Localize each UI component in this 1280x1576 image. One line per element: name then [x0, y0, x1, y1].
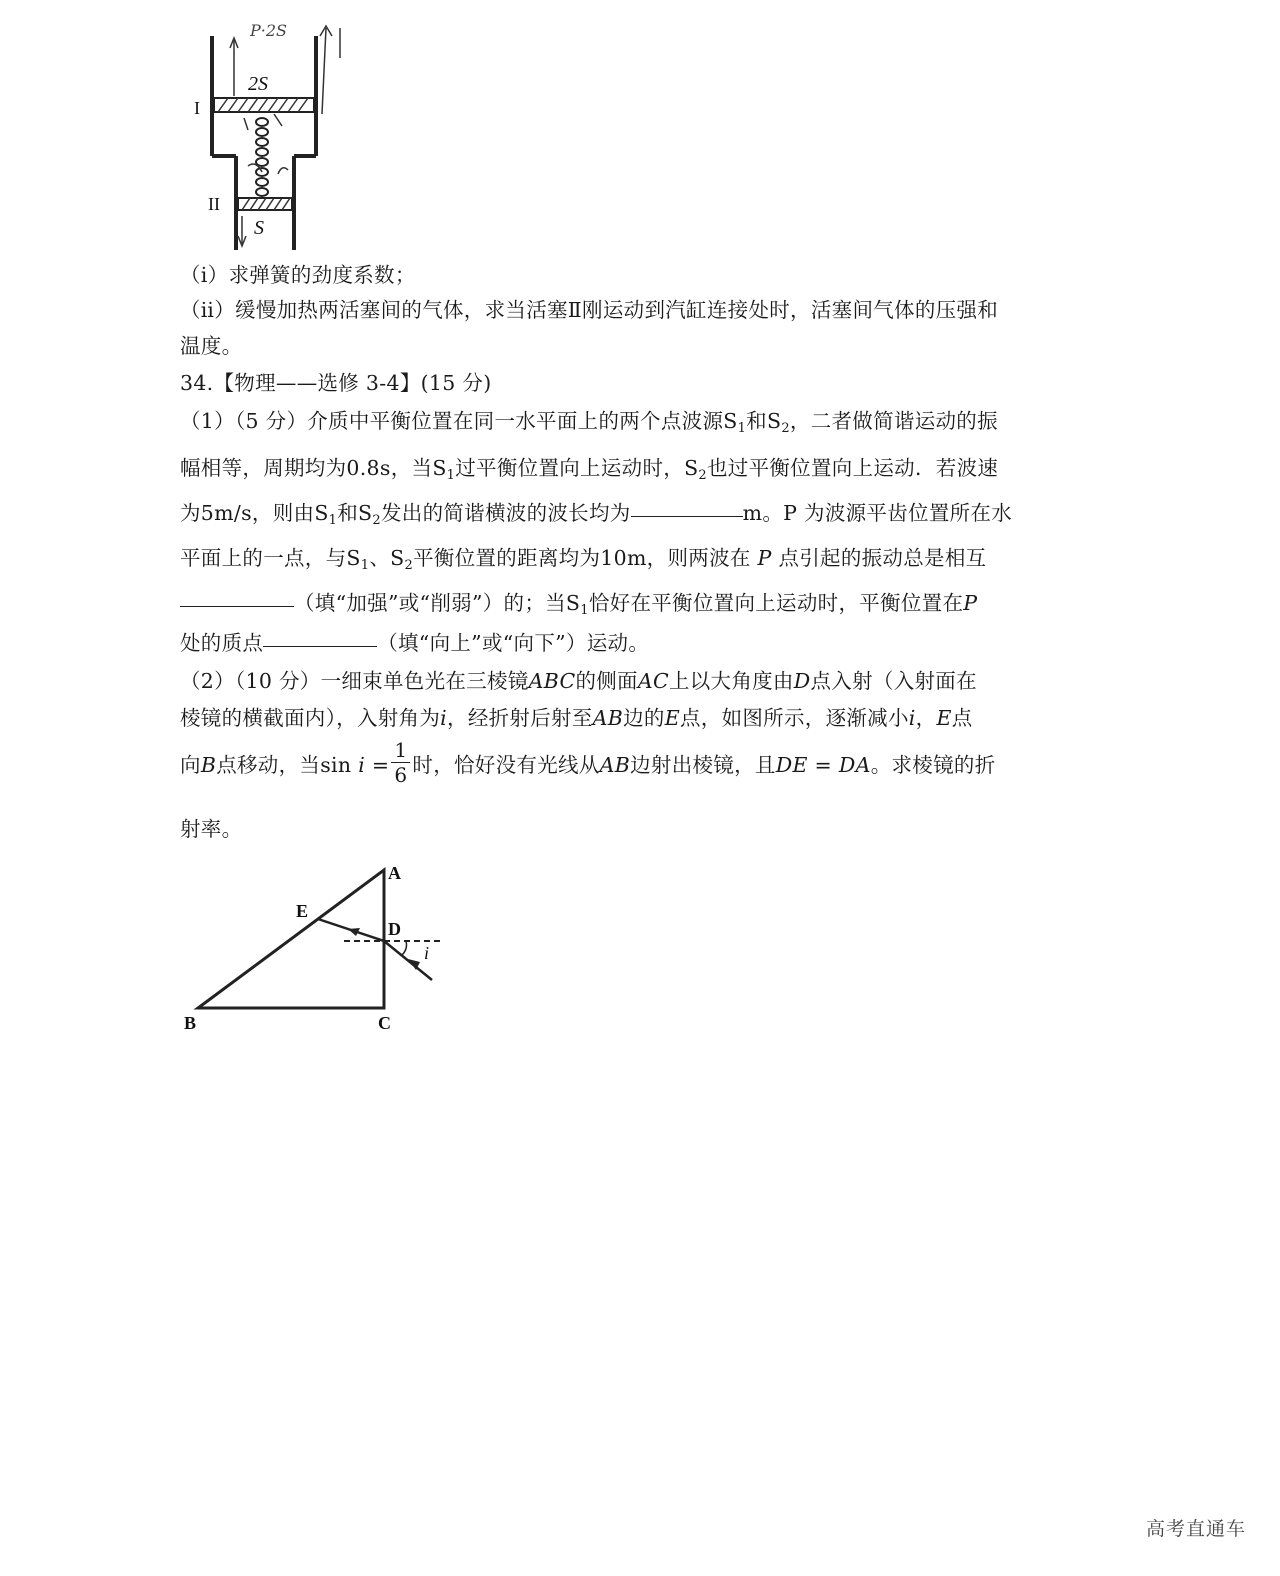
q34-p1-line6: 处的质点 （填“向上”或“向下”）运动。 — [180, 631, 650, 655]
point-d-label: D — [388, 918, 401, 939]
q34-p1-line3: 为5m/s，则由$S_1$和$S_2$发出的简谐横波的波长均为 m。P 为波源平齿位置所在水 — [180, 501, 1013, 528]
q33-part-ii-line1: （ⅱ）缓慢加热两活塞间的气体，求当活塞Ⅱ刚运动到汽缸连接处时，活塞间气体的压强和 — [180, 298, 999, 322]
handwriting-note: P·2S — [250, 21, 287, 40]
area-2s-label: 2S — [248, 73, 268, 95]
q34-p1-line5: （填“加强”或“削弱”）的；当$S_1$恰好在平衡位置向上运动时，平衡位置在P — [180, 586, 977, 618]
q33-part-i: （ⅰ）求弹簧的劲度系数； — [180, 263, 416, 287]
watermark: 高考直通车 — [1145, 1518, 1246, 1540]
q34-p1-line1: （1）（5 分）介质中平衡位置在同一水平面上的两个点波源$S_1$和$S_2$，二者做简谐运动的振 — [180, 409, 998, 436]
fraction-one-sixth: $\frac{1}{6}$ — [391, 738, 410, 787]
vertex-b-label: B — [184, 1012, 197, 1033]
cylinder-piston-figure — [190, 18, 360, 254]
point-e-label: E — [296, 900, 309, 921]
q34-p1-line4: 平面上的一点，与$S_1$、$S_2$平衡位置的距离均为10m，则两波在 P 点引起的振动总是相互 — [180, 546, 987, 573]
q34-p2-line3: 向B点移动，当sin i = $\frac{1}{6}$ 时，恰好没有光线从AB边射出棱镜，且DE = DA。求棱镜的折 — [180, 738, 996, 787]
q34-p1-line2: 幅相等，周期均为0.8s，当$S_1$过平衡位置向上运动时，$S_2$也过平衡位置向上运动．若波速 — [180, 456, 999, 483]
vertex-c-label: C — [378, 1012, 391, 1033]
answer-blank-direction[interactable] — [263, 645, 377, 647]
answer-blank-interference[interactable] — [180, 605, 294, 607]
answer-blank-wavelength[interactable] — [631, 515, 743, 517]
prism-figure — [180, 858, 450, 1043]
q34-p2-line4: 射率。 — [180, 817, 243, 841]
piston-ii-label: II — [208, 194, 220, 214]
area-s-label: S — [254, 217, 264, 239]
angle-i-label: i — [424, 942, 430, 963]
vertex-a-label: A — [388, 862, 401, 883]
q34-heading: 34.【物理——选修 3-4】(15 分) — [180, 371, 492, 395]
q34-p2-line1: （2）（10 分）一细束单色光在三棱镜ABC的侧面AC上以大角度由D点入射（入射面在 — [180, 669, 977, 693]
q34-p2-line2: 棱镜的横截面内），入射角为i，经折射后射至AB边的E点，如图所示，逐渐减小i，E点 — [180, 706, 973, 730]
q33-part-ii-line2: 温度。 — [180, 334, 243, 358]
piston-i-label: I — [194, 98, 200, 118]
